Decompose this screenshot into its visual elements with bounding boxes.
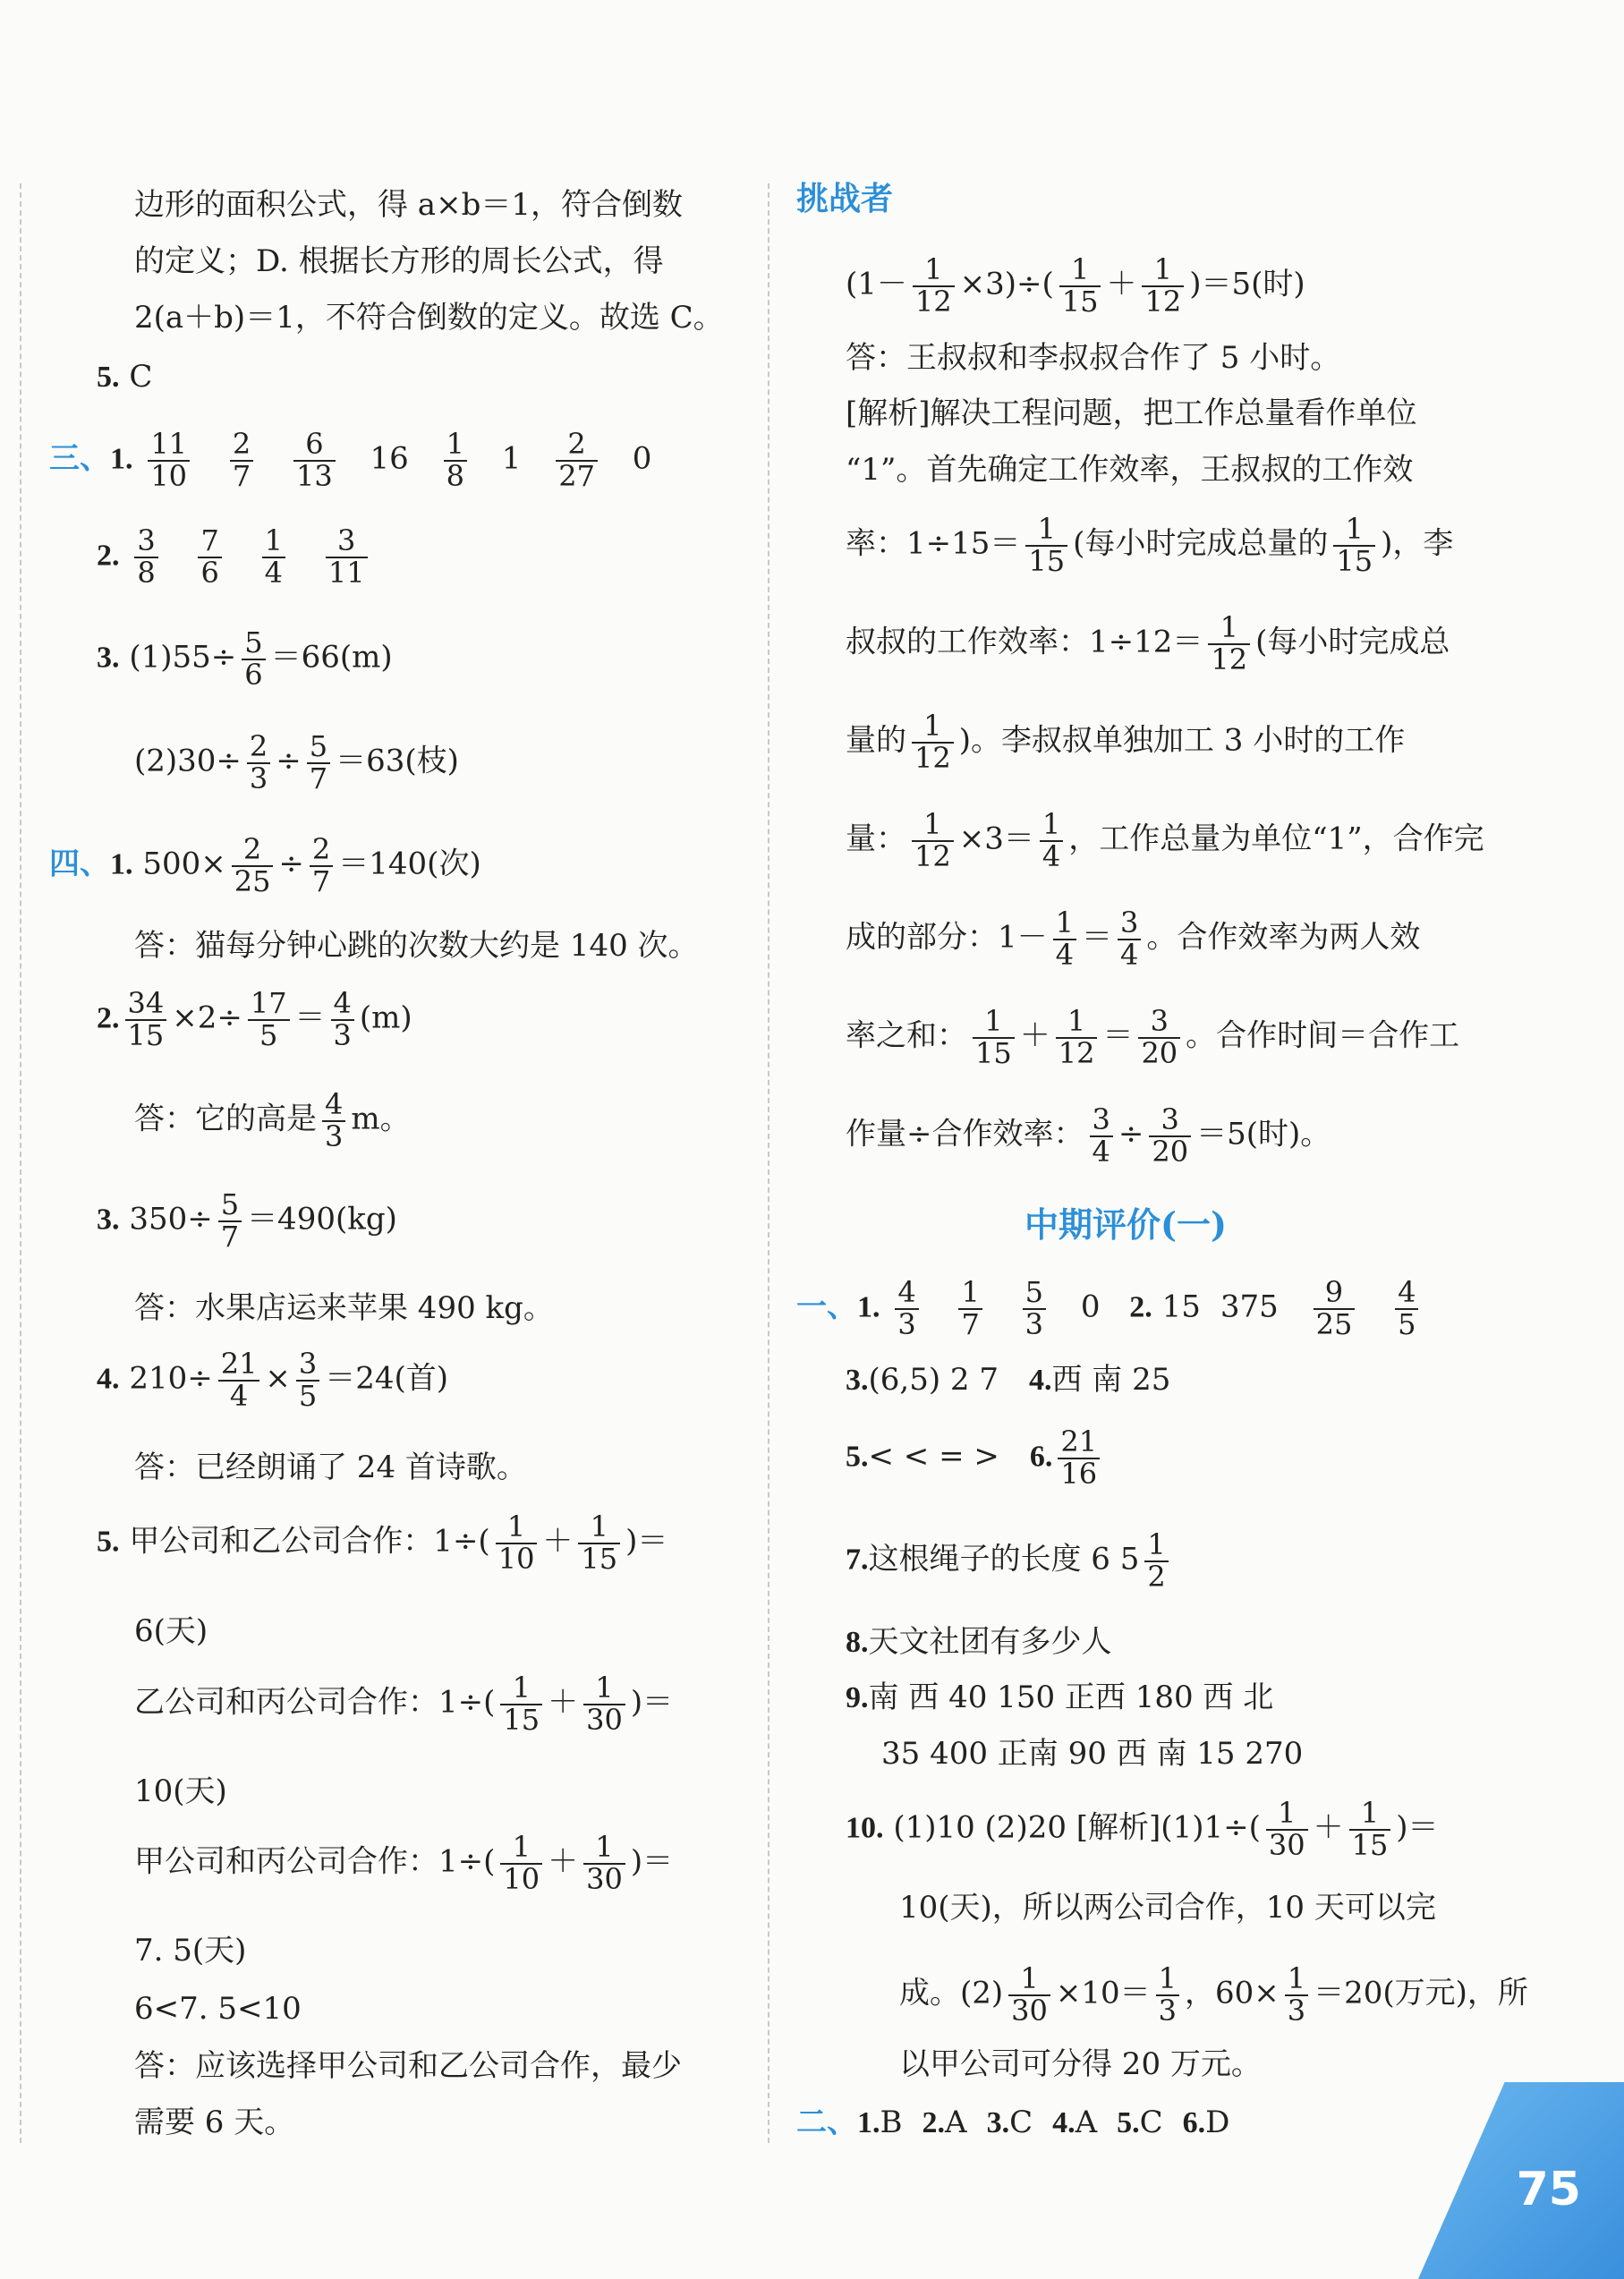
fraction: $\frac{34}{15}$ (125, 989, 167, 1050)
section-1-answer-8: 8.天文社团有多少人 (846, 1624, 1112, 1660)
section-label: 一、 (796, 1288, 857, 1325)
fraction: $\frac{1}{3}$ (1285, 1964, 1308, 2026)
section-4-answer-5a: 5. 甲公司和乙公司合作：1÷( $\frac{1}{10}$ ＋ $\frac{1}{15}$ )＝ (97, 1509, 668, 1576)
section-label: 三、 (49, 440, 110, 477)
fraction: $\frac{3}{20}$ (1138, 1007, 1180, 1068)
page-number: 75 (1516, 2163, 1581, 2216)
fraction: $\frac{1}{8}$ (444, 429, 467, 491)
fraction: $\frac{1}{4}$ (262, 526, 285, 588)
fraction: $\frac{3}{20}$ (1149, 1105, 1191, 1167)
text-line: 6(天) (134, 1613, 208, 1649)
fraction: $\frac{1}{30}$ (1266, 1799, 1308, 1860)
fraction: $\frac{3}{8}$ (134, 526, 157, 588)
challenge-equation: (1－ $\frac{1}{12}$ ×3)÷( $\frac{1}{15}$ ＋ $\frac{1}{12}$ )＝5(时) (846, 252, 1305, 319)
section-1-answer-9b: 35 400 正南 90 西 南 15 270 (881, 1736, 1304, 1772)
section-label: 二、 (796, 2105, 857, 2140)
section-label: 四、 (49, 846, 110, 882)
fraction: $\frac{1}{7}$ (958, 1278, 982, 1339)
fraction: $\frac{2}{27}$ (556, 429, 598, 491)
fraction: $\frac{5}{7}$ (218, 1190, 242, 1252)
fraction: $\frac{1}{12}$ (1056, 1007, 1098, 1068)
text-line: 成的部分：1－ $\frac{1}{4}$ ＝ $\frac{3}{4}$ 。合作效率为两人效 (846, 906, 1421, 972)
fraction: $\frac{4}{3}$ (895, 1278, 918, 1339)
text-line: 作量÷合作效率： $\frac{3}{4}$ ÷ $\frac{3}{20}$ ＝5(时)。 (846, 1102, 1331, 1169)
fraction: $\frac{3}{5}$ (296, 1349, 319, 1411)
challenge-heading: 挑战者 (796, 181, 894, 217)
fraction: $\frac{1}{30}$ (583, 1673, 625, 1735)
text-line: 10(天)，所以两公司合作，10 天可以完 (899, 1890, 1436, 1926)
section-2-answers: 二、1.B 2.A 3.C 4.A 5.C 6.D (796, 2105, 1230, 2140)
fraction: $\frac{21}{16}$ (1058, 1427, 1100, 1489)
section-4-answer-3: 3. 350÷ $\frac{5}{7}$ ＝490(kg) (97, 1187, 397, 1254)
text-line: 答：猫每分钟心跳的次数大约是 140 次。 (134, 928, 699, 964)
text-line: 量： $\frac{1}{12}$ ×3＝ $\frac{1}{4}$ ，工作总量为单位“1”，合作完 (846, 807, 1484, 873)
text-line: 量的 $\frac{1}{12}$ )。李叔叔单独加工 3 小时的工作 (846, 709, 1406, 775)
section-3-answer-2: 2. $\frac{3}{8}$ $\frac{7}{6}$ $\frac{1}{4}$ $\frac{3}{11}$ (97, 526, 373, 588)
fraction: $\frac{17}{5}$ (248, 989, 290, 1050)
fraction: $\frac{2}{7}$ (310, 835, 333, 897)
section-4-answer-5b: 乙公司和丙公司合作：1÷( $\frac{1}{15}$ ＋ $\frac{1}{30}$ )＝ (134, 1671, 674, 1737)
fraction: $\frac{9}{25}$ (1314, 1278, 1356, 1339)
fraction: $\frac{1}{4}$ (1040, 810, 1063, 872)
text-line: 10(天) (134, 1773, 227, 1809)
fraction: $\frac{4}{5}$ (1395, 1278, 1418, 1339)
section-4-answer-5c: 甲公司和丙公司合作：1÷( $\frac{1}{10}$ ＋ $\frac{1}{30}$ )＝ (134, 1830, 674, 1896)
text-line: 答：王叔叔和李叔叔合作了 5 小时。 (846, 340, 1341, 376)
fraction: $\frac{1}{4}$ (1053, 908, 1076, 970)
fraction: $\frac{1}{12}$ (912, 711, 954, 773)
section-4-answer-1: 四、1. 500× $\frac{2}{25}$ ÷ $\frac{2}{7}$ ＝140(次) (49, 832, 481, 898)
fraction: $\frac{1}{3}$ (1156, 1964, 1179, 2026)
fraction: $\frac{1}{10}$ (500, 1833, 542, 1894)
section-3-answer-3a: 3. (1)55÷ $\frac{5}{6}$ ＝66(m) (97, 625, 393, 692)
text-line: 2(a＋b)＝1，不符合倒数的定义。故选 C。 (134, 300, 724, 336)
fraction: $\frac{1}{30}$ (1008, 1964, 1050, 2026)
fraction: $\frac{1}{2}$ (1144, 1530, 1168, 1592)
answer-5: 5. C (97, 359, 153, 395)
fraction: $\frac{1}{12}$ (1142, 255, 1184, 317)
fraction: $\frac{11}{10}$ (148, 429, 190, 491)
section-4-answer-2: 2. $\frac{34}{15}$ ×2÷ $\frac{17}{5}$ ＝ $\frac{4}{3}$ (m) (97, 986, 412, 1052)
text-line: “1”。首先确定工作效率，王叔叔的工作效 (846, 452, 1414, 488)
fraction: $\frac{3}{4}$ (1090, 1105, 1113, 1167)
section-1-answers-3-4: 3.(6,5) 2 7 4.西 南 25 (846, 1362, 1171, 1398)
text-line: 答：水果店运来苹果 490 kg。 (134, 1290, 554, 1326)
section-1-answers-1-2: 一、1. $\frac{4}{3}$ $\frac{1}{7}$ $\frac{5}{3}$ 0 2. 15 375 $\frac{9}{25}$ $\frac{4}{5}$ (796, 1278, 1424, 1339)
fraction: $\frac{1}{15}$ (500, 1673, 542, 1735)
section-1-answers-5-6: 5.< < = > 6. $\frac{21}{16}$ (846, 1427, 1105, 1489)
text-line: 率：1÷15＝ $\frac{1}{15}$ (每小时完成总量的 $\frac{1}{15}$ )，李 (846, 512, 1454, 578)
fraction: $\frac{3}{4}$ (1118, 908, 1141, 970)
text-line: 需要 6 天。 (134, 2105, 295, 2140)
section-4-answer-4: 4. 210÷ $\frac{21}{4}$ × $\frac{3}{5}$ ＝24(首) (97, 1347, 449, 1413)
fraction: $\frac{6}{13}$ (293, 429, 336, 491)
text-line: 7. 5(天) (134, 1933, 247, 1969)
section-3-answer-1: 三、1. $\frac{11}{10}$ $\frac{2}{7}$ $\frac{6}{13}$ 16 $\frac{1}{8}$ 1 $\frac{2}{27}$ 0 (49, 427, 652, 493)
fraction: $\frac{1}{30}$ (583, 1833, 625, 1894)
text-line: 叔叔的工作效率：1÷12＝ $\frac{1}{12}$ (每小时完成总 (846, 610, 1450, 676)
fraction: $\frac{7}{6}$ (198, 526, 221, 588)
section-1-answer-10: 10. (1)10 (2)20 [解析](1)1÷( $\frac{1}{30}$ ＋ $\frac{1}{15}$ )＝ (846, 1796, 1439, 1862)
text-line: 边形的面积公式，得 a×b＝1，符合倒数 (134, 187, 683, 223)
margin-line (20, 183, 21, 2143)
fraction: $\frac{2}{7}$ (230, 429, 253, 491)
fraction: $\frac{4}{3}$ (322, 1090, 345, 1152)
fraction: $\frac{1}{15}$ (1025, 514, 1067, 576)
column-divider (768, 183, 769, 2143)
fraction: $\frac{1}{10}$ (496, 1512, 538, 1574)
text-line: 答：它的高是 $\frac{4}{3}$ m。 (134, 1087, 411, 1153)
fraction: $\frac{1}{15}$ (973, 1007, 1015, 1068)
text-line: 答：已经朗诵了 24 首诗歌。 (134, 1450, 527, 1485)
fraction: $\frac{2}{25}$ (232, 835, 274, 897)
text-line: [解析]解决工程问题，把工作总量看作单位 (846, 395, 1417, 431)
fraction: $\frac{5}{7}$ (307, 732, 330, 794)
fraction: $\frac{1}{12}$ (1208, 613, 1250, 675)
text-line: 答：应该选择甲公司和乙公司合作，最少 (134, 2048, 682, 2084)
text-line: 的定义；D. 根据长方形的周长公式，得 (134, 243, 664, 279)
text-line: 6<7. 5<10 (134, 1991, 302, 2027)
section-3-answer-3b: (2)30÷ $\frac{2}{3}$ ÷ $\frac{5}{7}$ ＝63(枝) (134, 729, 459, 795)
fraction: $\frac{1}{12}$ (912, 810, 954, 872)
fraction: $\frac{2}{3}$ (247, 732, 270, 794)
text-line: 率之和： $\frac{1}{15}$ ＋ $\frac{1}{12}$ ＝ $\frac{3}{20}$ 。合作时间＝合作工 (846, 1004, 1460, 1070)
fraction: $\frac{1}{15}$ (1333, 514, 1375, 576)
text-line: 成。(2) $\frac{1}{30}$ ×10＝ $\frac{1}{3}$ ，60× $\frac{1}{3}$ ＝20(万元)，所 (899, 1961, 1528, 2028)
fraction: $\frac{1}{12}$ (913, 255, 955, 317)
fraction: $\frac{5}{3}$ (1023, 1278, 1046, 1339)
fraction: $\frac{1}{15}$ (1349, 1799, 1391, 1860)
fraction: $\frac{5}{6}$ (242, 628, 265, 690)
fraction: $\frac{1}{15}$ (578, 1512, 620, 1574)
fraction: $\frac{1}{15}$ (1059, 255, 1101, 317)
text-line: 以甲公司可分得 20 万元。 (899, 2046, 1262, 2082)
section-1-answer-7: 7.这根绳子的长度 6 5 $\frac{1}{2}$ (846, 1530, 1174, 1592)
section-1-answer-9a: 9.南 西 40 150 正西 180 西 北 (846, 1679, 1274, 1715)
fraction: $\frac{3}{11}$ (326, 526, 368, 588)
fraction: $\frac{4}{3}$ (331, 989, 354, 1050)
fraction: $\frac{21}{4}$ (218, 1349, 260, 1411)
section-title: 中期评价(一) (1025, 1204, 1227, 1245)
